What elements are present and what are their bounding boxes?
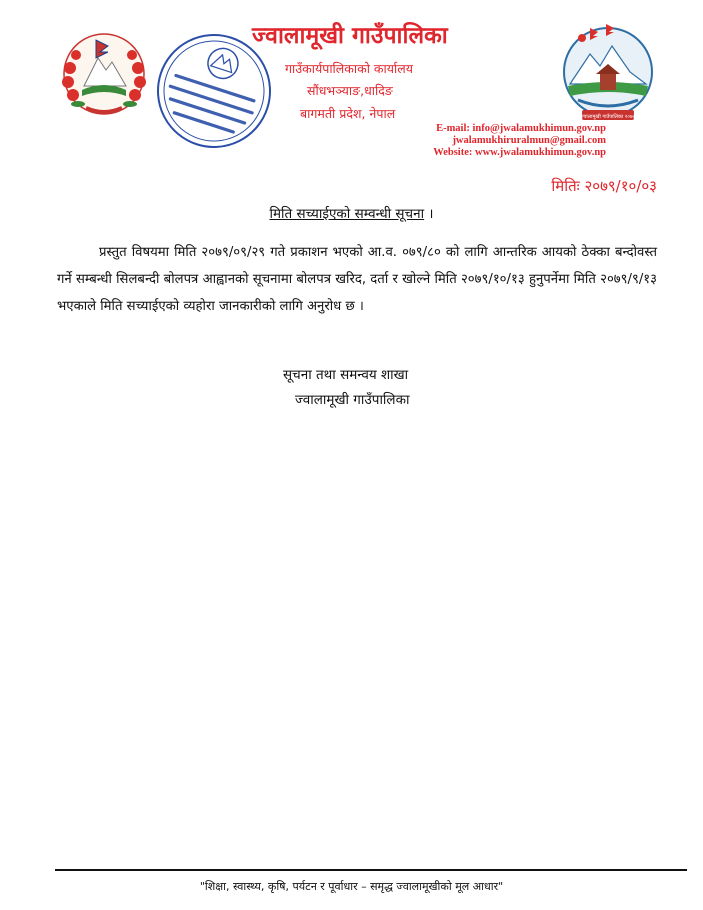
logo-caption: ज्वालामूखी गाउँपालिका २०७४: [580, 114, 636, 120]
footer-divider: [55, 869, 687, 871]
office-name: गाउँकार्यपालिकाको कार्यालय: [285, 61, 413, 76]
footer-slogan: "शिक्षा, स्वास्थ्य, कृषि, पर्यटन र पूर्वाधार – समृद्ध ज्वालामूखीको मूल आधार": [199, 880, 504, 893]
municipality-logo-icon: [560, 20, 656, 124]
organization-name: ज्वालामूखी गाउँपालिका: [252, 23, 448, 49]
nepal-emblem-icon: [56, 24, 152, 120]
signature-department: सूचना तथा समन्वय शाखा: [283, 367, 409, 383]
address-line-1: सौंधभञ्याङ,धादिङ: [307, 83, 393, 98]
notice-subject: [0, 204, 703, 222]
subject-title: मिति सच्याईएको सम्वन्धी सूचना: [269, 206, 425, 222]
contact-email-secondary[interactable]: jwalamukhiruralmun@gmail.com: [452, 135, 606, 146]
contact-email-primary[interactable]: E-mail: info@jwalamukhimun.gov.np: [436, 123, 606, 134]
notice-body: प्रस्तुत विषयमा मिति २०७९/०९/२९ गते प्रकाशन भएको आ.व. ०७९/८० को लागि आन्तरिक आयको ठेक्का बन्दोवस्त गर्ने सम्बन्धी सिलबन्दी बोलपत्र आह्वानको सूचनामा बोलपत्र खरिद, दर्ता र खोल्ने मिति २०७९/१०/१३ हुनुपर्नेमा मिति २०७९/९/१३ भएकाले मिति सच्याईएको व्यहोरा जानकारीको लागि अनुरोध छ ।: [57, 245, 657, 314]
address-line-2: बागमती प्रदेश, नेपाल: [300, 106, 396, 121]
notice-date: मितिः २०७९/१०/०३: [551, 177, 657, 195]
contact-website[interactable]: Website: www.jwalamukhimun.gov.np: [433, 147, 606, 158]
signature-organization: ज्वालामूखी गाउँपालिका: [295, 392, 410, 408]
subject-end: ।: [428, 206, 434, 222]
